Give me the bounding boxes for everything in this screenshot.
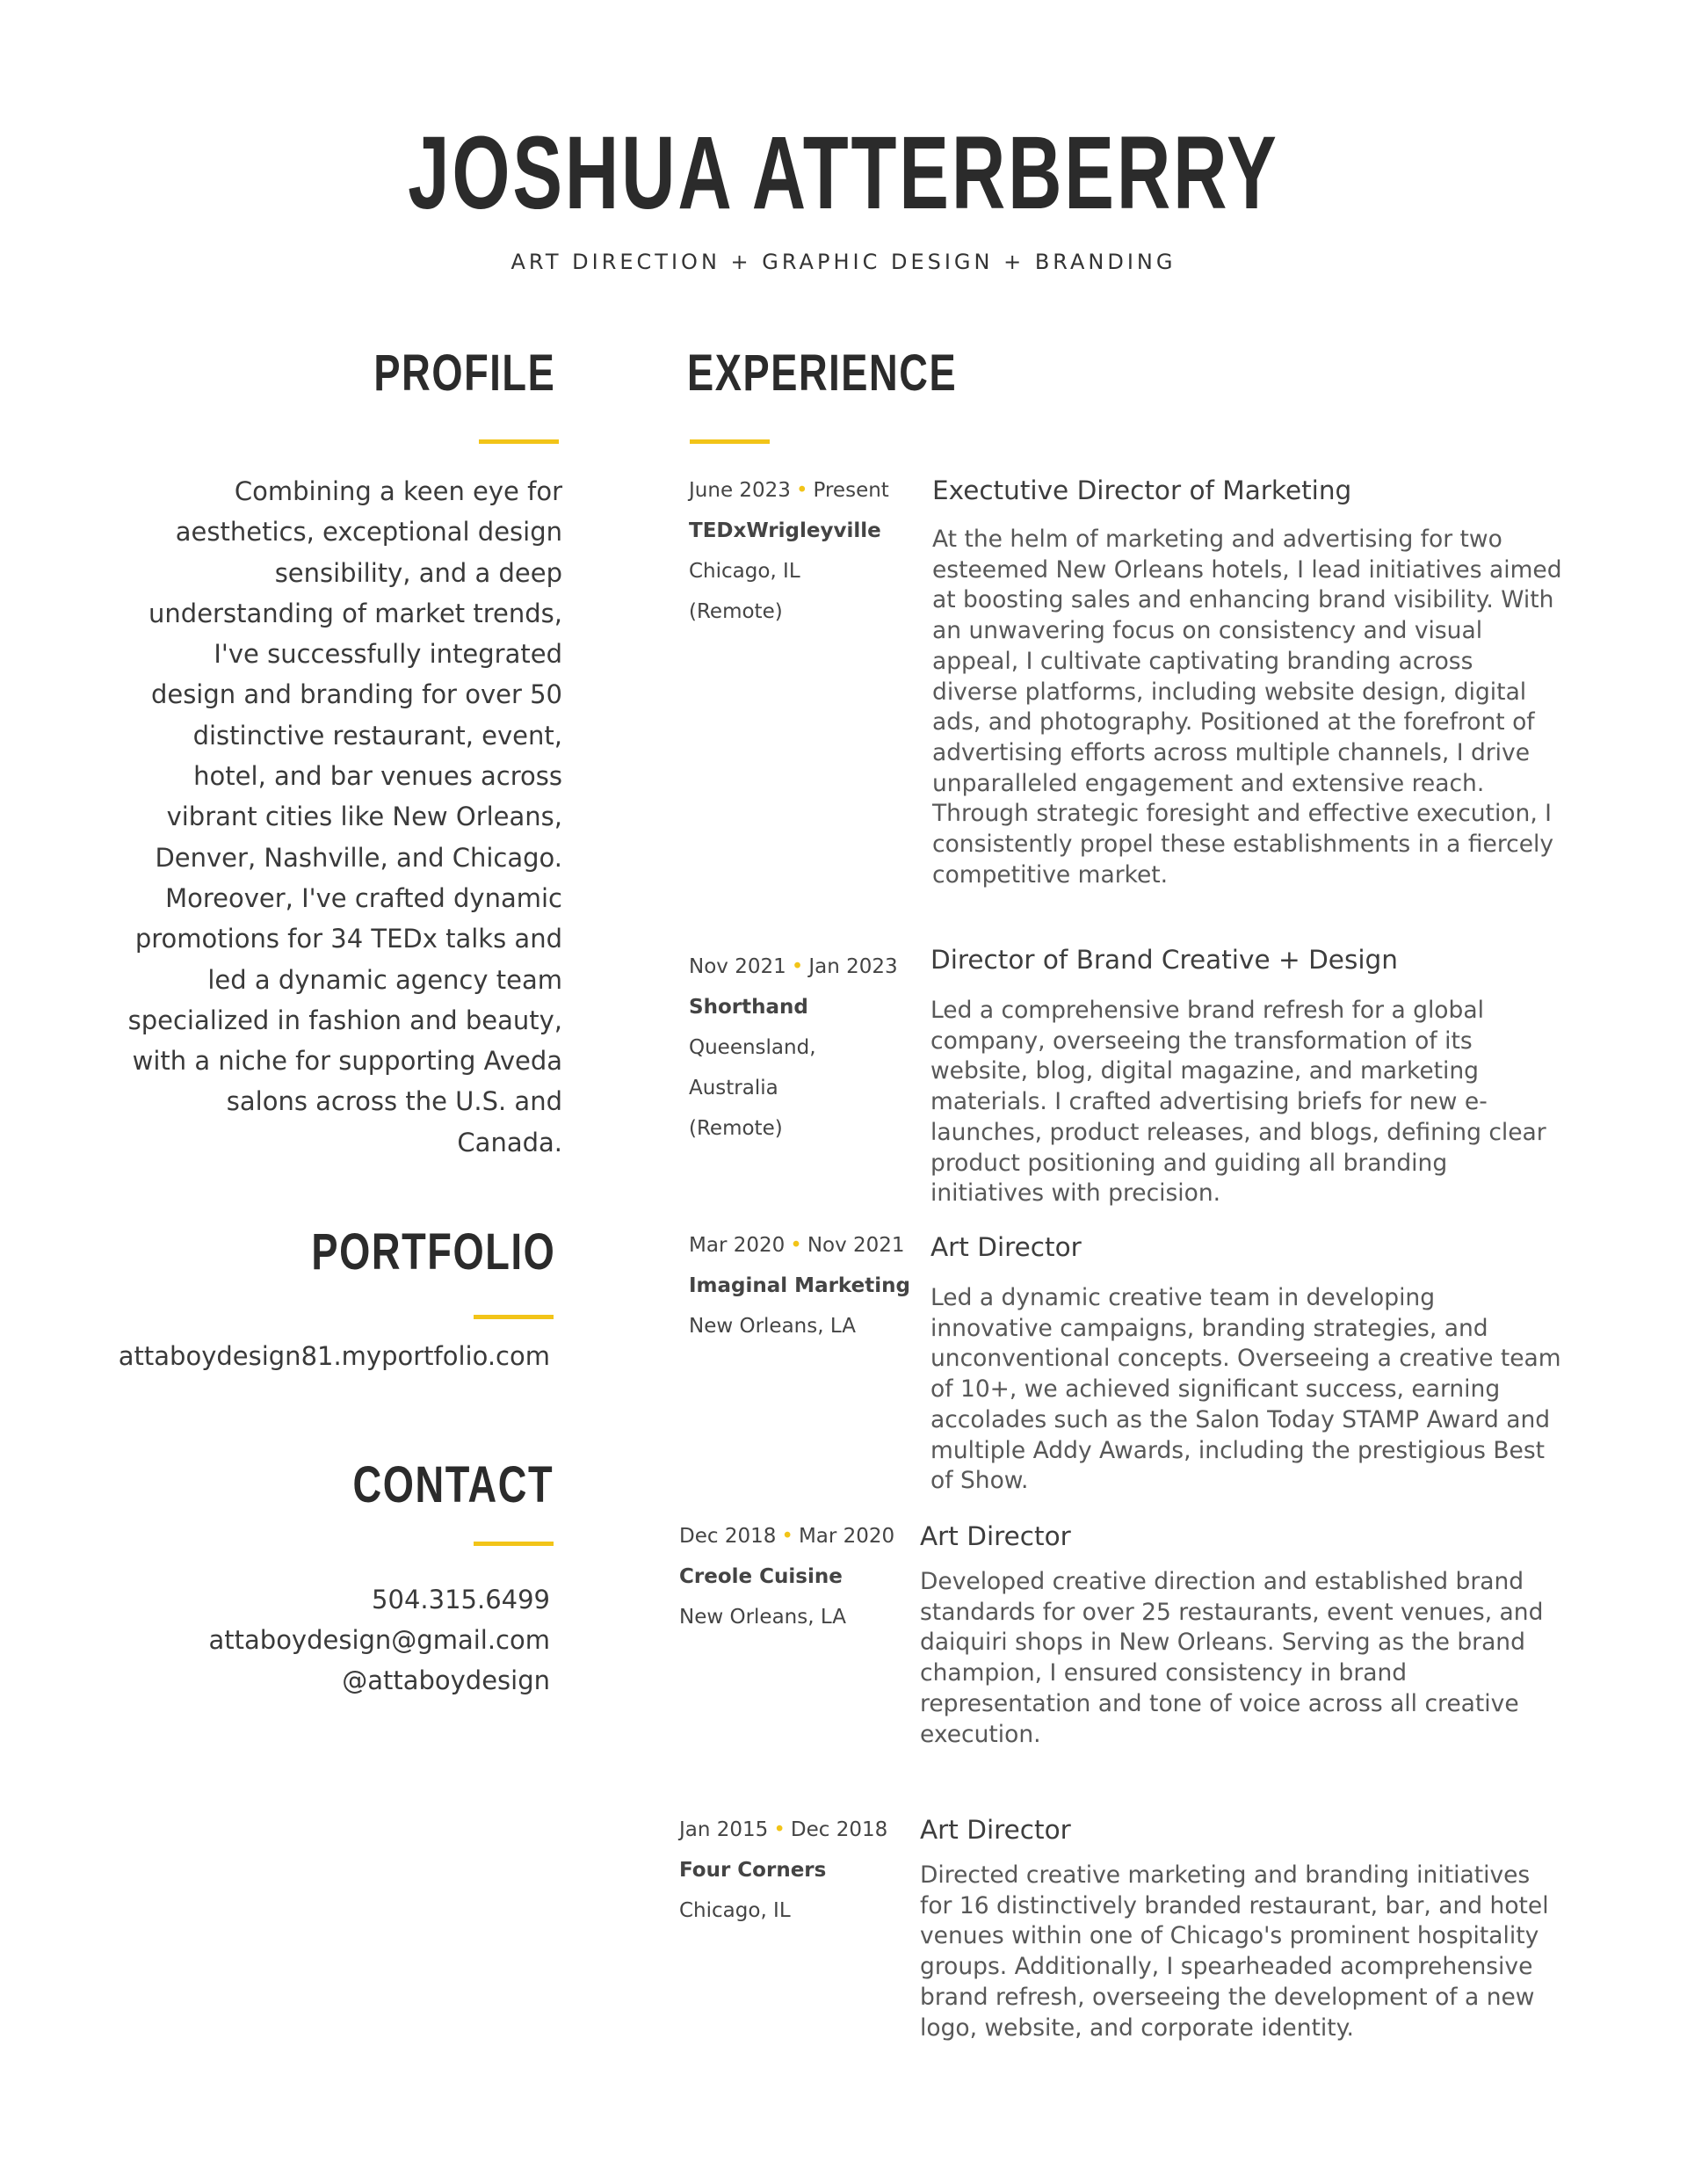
job-start: Nov 2021 bbox=[689, 955, 786, 978]
resume-name: JOSHUA ATTERBERRY bbox=[408, 115, 1279, 231]
profile-accent-line bbox=[479, 439, 559, 444]
job-title: Director of Brand Creative + Design bbox=[930, 945, 1398, 975]
job-description: Led a comprehensive brand refresh for a global company, overseeing the transformation of its website, blog, digital magazine, and marketing materials. I crafted advertising briefs for new e-launches, product releases, and blogs, defining clear product positioning and guiding all branding initiatives with precision. bbox=[930, 997, 1546, 1208]
job-company: Shorthand bbox=[689, 996, 808, 1019]
job-company: Imaginal Marketing bbox=[689, 1274, 910, 1297]
contact-handle[interactable]: @attaboydesign bbox=[342, 1665, 550, 1695]
profile-heading: PROFILE bbox=[373, 345, 555, 402]
contact-heading: CONTACT bbox=[352, 1456, 554, 1513]
experience-accent-line bbox=[690, 439, 770, 444]
job-meta bbox=[679, 1516, 908, 1637]
job-end: Nov 2021 bbox=[807, 1234, 905, 1257]
bullet-dot: • bbox=[795, 479, 808, 502]
experience-heading: EXPERIENCE bbox=[687, 345, 958, 402]
bullet-dot: • bbox=[790, 1234, 802, 1257]
job-location: Queensland, bbox=[689, 1036, 816, 1059]
portfolio-link[interactable]: attaboydesign81.myportfolio.com bbox=[118, 1341, 550, 1371]
portfolio-heading: PORTFOLIO bbox=[311, 1223, 555, 1281]
job-start: Mar 2020 bbox=[689, 1234, 786, 1257]
job-title: Exectutive Director of Marketing bbox=[932, 475, 1352, 505]
job-company: Creole Cuisine bbox=[679, 1565, 843, 1588]
job-description: At the helm of marketing and advertising for two esteemed New Orleans hotels, I lead initiatives aimed at boosting sales and enhancing brand visibility. With an unwavering focus on consistency and visual appeal, I cultivate captivating branding across diverse platforms, including website design, digital ads, and photography. Positioned at the forefront of advertising efforts across multiple channels, I drive unparalleled engagement and extensive reach. Through strategic foresight and effective execution, I consistently propel these establishments in a fiercely competitive market. bbox=[932, 526, 1562, 889]
job-meta bbox=[689, 1225, 917, 1346]
job-title: Art Director bbox=[920, 1815, 1071, 1845]
contact-accent-line bbox=[474, 1542, 554, 1546]
job-company: TEDxWrigleyville bbox=[689, 519, 881, 542]
contact-phone[interactable]: 504.315.6499 bbox=[372, 1585, 550, 1614]
bullet-dot: • bbox=[791, 955, 804, 978]
job-location: Chicago, IL bbox=[689, 560, 800, 583]
job-location: (Remote) bbox=[689, 600, 783, 623]
job-meta bbox=[679, 1810, 908, 1931]
bullet-dot: • bbox=[781, 1525, 793, 1548]
contact-email[interactable]: attaboydesign@gmail.com bbox=[208, 1625, 550, 1655]
job-description: Directed creative marketing and branding initiatives for 16 distinctively branded restaurant, bar, and hotel venues within one of Chicago's prominent hospitality groups. Additionally, I spearheaded acomprehensive brand refresh, overseeing the development of a new logo, website, and corporate identity. bbox=[920, 1861, 1549, 2042]
job-end: Present bbox=[813, 479, 889, 502]
job-company: Four Corners bbox=[679, 1859, 827, 1882]
job-description: Developed creative direction and established brand standards for over 25 restaurants, event venues, and daiquiri shops in New Orleans. Serving as the brand champion, I ensured consistency in brand representation and tone of voice across all creative execution. bbox=[920, 1568, 1544, 1748]
job-meta bbox=[689, 947, 917, 1149]
job-end: Jan 2023 bbox=[808, 955, 898, 978]
profile-text: Combining a keen eye for aesthetics, exceptional design sensibility, and a deep understanding of market trends, I've successfully integrated design and branding for over 50 distinctive restaurant, event, hotel, and bar venues across vibrant cities like New Orleans, Denver, Nashville, and Chicago. Moreover, I've crafted dynamic promotions for 34 TEDx talks and led a dynamic agency team specialized in fashion and beauty, with a niche for supporting Aveda salons across the U.S. and Canada. bbox=[127, 476, 562, 1157]
job-start: June 2023 bbox=[689, 479, 791, 502]
job-title: Art Director bbox=[930, 1232, 1082, 1262]
job-end: Dec 2018 bbox=[790, 1818, 888, 1841]
job-start: Jan 2015 bbox=[679, 1818, 769, 1841]
contact-details bbox=[209, 1579, 551, 1701]
job-meta bbox=[689, 470, 917, 632]
job-description: Led a dynamic creative team in developing innovative campaigns, branding strategies, and unconventional concepts. Overseeing a creative team of 10+, we achieved significant success, earning accolades such as the Salon Today STAMP Award and multiple Addy Awards, including the prestigious Best of Show. bbox=[930, 1284, 1561, 1495]
bullet-dot: • bbox=[773, 1818, 786, 1841]
job-location: (Remote) bbox=[689, 1117, 783, 1140]
job-location: Australia bbox=[689, 1077, 778, 1099]
job-location: New Orleans, LA bbox=[679, 1606, 846, 1629]
job-location: Chicago, IL bbox=[679, 1899, 791, 1922]
tagline: ART DIRECTION + GRAPHIC DESIGN + BRANDING bbox=[510, 250, 1177, 274]
job-location: New Orleans, LA bbox=[689, 1315, 856, 1338]
job-start: Dec 2018 bbox=[679, 1525, 777, 1548]
job-title: Art Director bbox=[920, 1521, 1071, 1551]
portfolio-accent-line bbox=[474, 1315, 554, 1319]
job-end: Mar 2020 bbox=[798, 1525, 895, 1548]
